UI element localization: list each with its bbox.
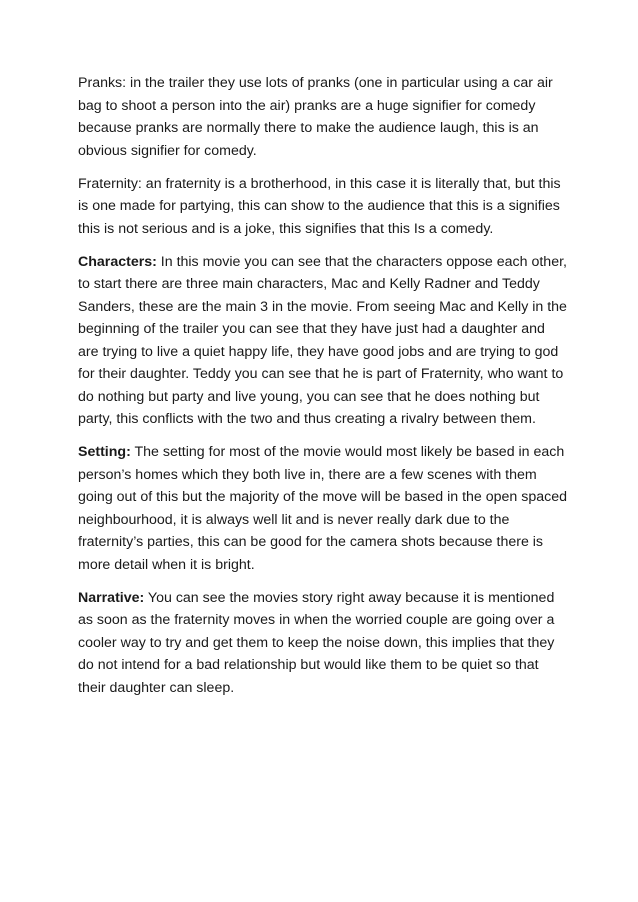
paragraph-text: Pranks: in the trailer they use lots of pranks (one in particular using a car air bag to shoot a person into the air) pranks are a huge signifier for comedy because pranks are normally there to make the audience laugh, this is an obvious signifier for comedy. (78, 75, 553, 159)
paragraph-heading: Narrative: (78, 589, 145, 606)
paragraph-setting (78, 441, 568, 576)
paragraph-text: You can see the movies story right away because it is mentioned as soon as the fraternity moves in when the worried couple are going over a cooler way to try and get them to keep the noise down, this implies that they do not intend for a bad relationship but would like them to be quiet so that their daughter can sleep. (78, 589, 555, 696)
paragraph-characters (78, 251, 568, 431)
paragraph-text: The setting for most of the movie would most likely be based in each person’s homes which they both live in, there are a few scenes with them going out of this but the majority of the move will be based in the open spaced neighbourhood, it is always well lit and is never really dark due to the fraternity’s parties, this can be good for the camera shots because there is more detail when it is bright. (78, 444, 567, 573)
paragraph-pranks (78, 72, 568, 162)
document-page (78, 72, 568, 710)
paragraph-heading: Setting: (78, 444, 131, 460)
paragraph-text: In this movie you can see that the characters oppose each other, to start there are three main characters, Mac and Kelly Radner and Teddy Sanders, these are the main 3 in the movie. From seeing Mac and Kelly in the beginning of the trailer you can see that they have just had a daughter and are trying to live a quiet happy life, they have good jobs and are trying to god for their daughter. Teddy you can see that he is part of Fraternity, who want to do nothing but party and live young, you can see that he does nothing but party, this conflicts with the two and thus creating a rivalry between them. (78, 253, 567, 427)
paragraph-narrative (78, 587, 568, 700)
paragraph-heading: Characters: (78, 253, 157, 270)
paragraph-text: Fraternity: an fraternity is a brotherhood, in this case it is literally that, but this is one made for partying, this can show to the audience that this is a signifies this is not serious and is a joke, this signifies that this Is a comedy. (78, 175, 561, 237)
paragraph-fraternity (78, 173, 568, 241)
